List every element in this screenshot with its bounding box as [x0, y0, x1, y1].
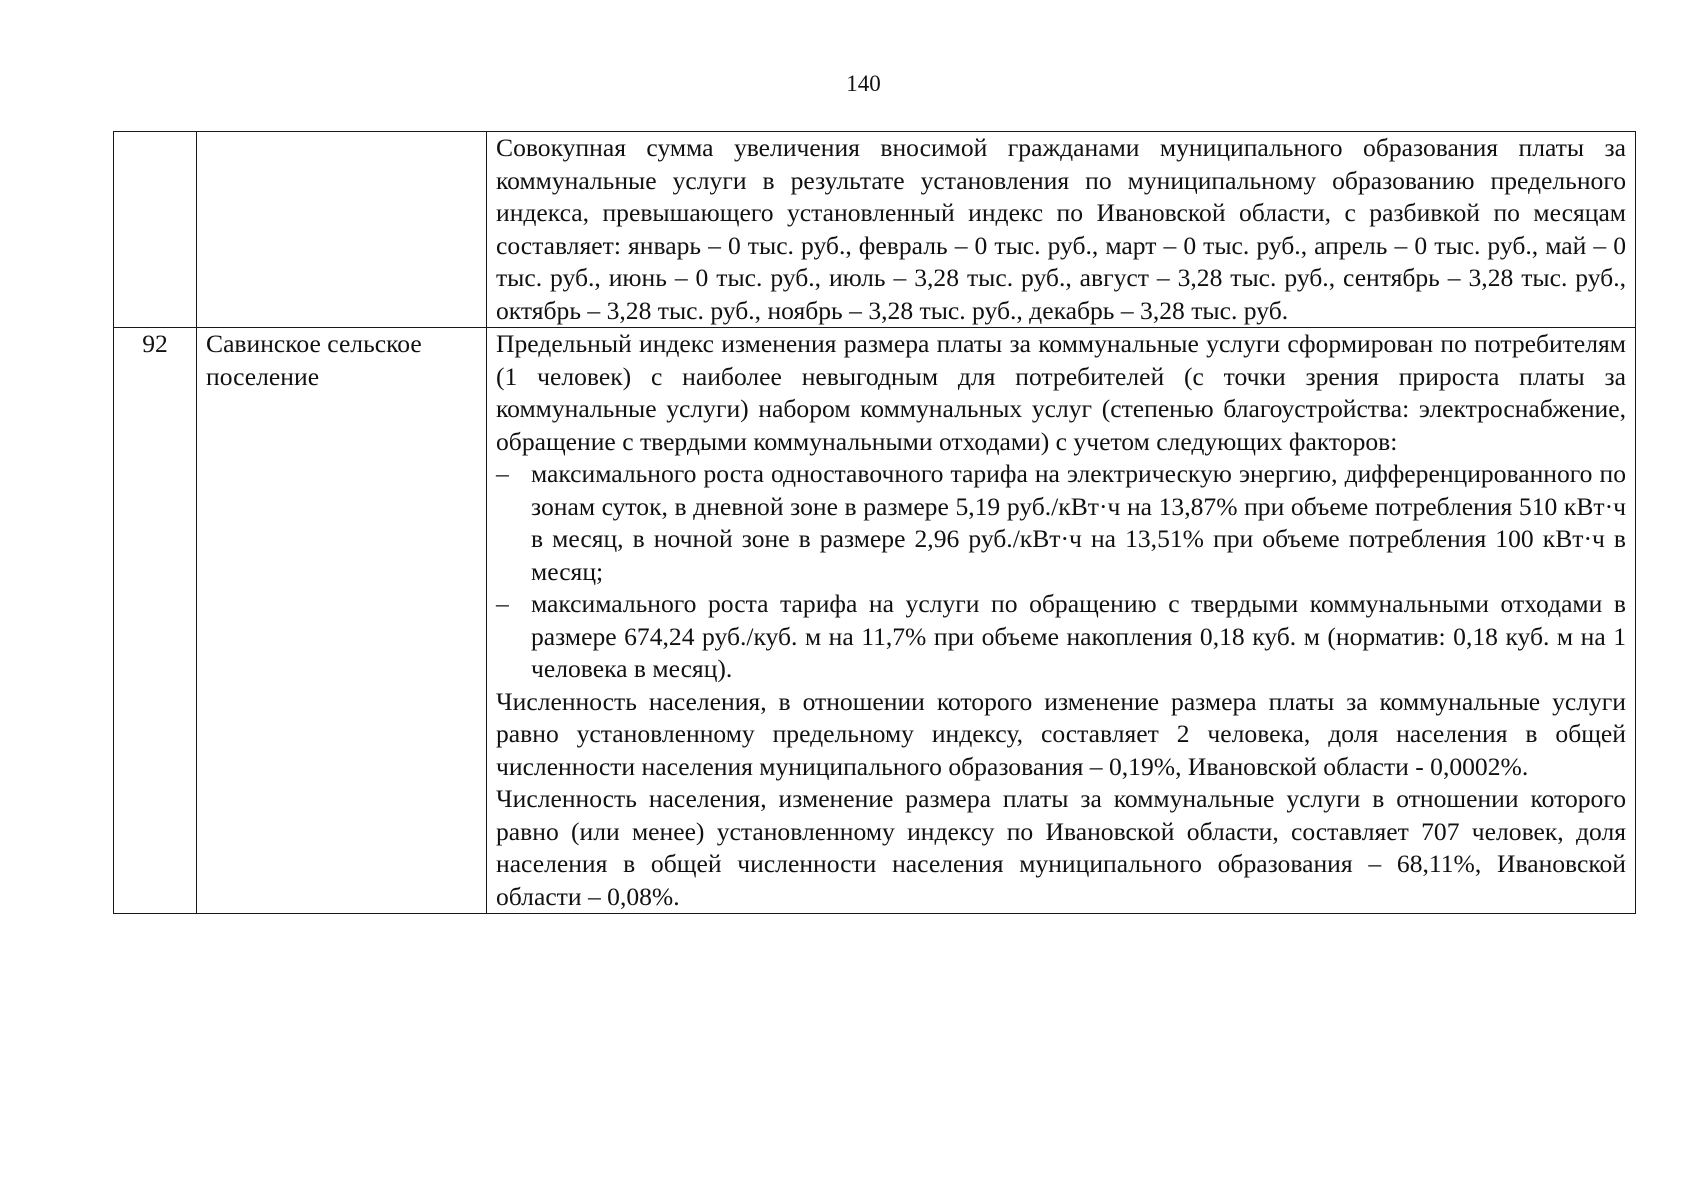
list-item: [496, 458, 1626, 588]
index-intro-paragraph: Предельный индекс изменения размера платы за коммунальные услуги сформирован по потребителям (1 человек) с наиболее невыгодным для потребителей (с точки зрения прироста платы за коммунальные услуги) набором коммунальных услуг (степенью благоустройства: электроснабжение, обращение с твердыми коммунальными отходами) с учетом следующих факторов:: [496, 329, 1626, 456]
page-number: 140: [846, 71, 881, 96]
description-cell: [487, 132, 1636, 328]
municipality-name-cell: Савинское сельское поселение: [197, 328, 487, 914]
row-number-cell: 92: [114, 328, 197, 914]
bullet-dash: –: [496, 589, 509, 618]
factor-electricity-text: максимального роста одноставочного тарифа на электрическую энергию, дифференцированного по зонам суток, в дневной зоне в размере 5,19 руб./кВт·ч на 13,87% при объеме потребления 510 кВт·ч в месяц, в ночной зоне в размере 2,96 руб./кВт·ч на 13,51% при объеме потребления 100 кВт·ч в месяц;: [531, 459, 1626, 586]
description-cell: [487, 328, 1636, 914]
row-number-cell: [114, 132, 197, 328]
table-row: [114, 132, 1636, 328]
tariff-index-table: [113, 131, 1636, 914]
municipality-name-cell: [197, 132, 487, 328]
population-less-paragraph: Численность населения, изменение размера платы за коммунальные услуги в отношении которого равно (или менее) установленному индексу по Ивановской области, составляет 707 человек, доля населения в общей численности населения муниципального образования – 68,11%, Ивановской области – 0,08%.: [496, 784, 1626, 911]
factor-waste-text: максимального роста тарифа на услуги по обращению с твердыми коммунальными отходами в размере 674,24 руб./куб. м на 11,7% при объеме накопления 0,18 куб. м (норматив: 0,18 куб. м на 1 человека в месяц).: [531, 589, 1626, 683]
table-row: [114, 328, 1636, 914]
factor-list: [496, 458, 1626, 686]
bullet-dash: –: [496, 459, 509, 488]
total-increase-paragraph: Совокупная сумма увеличения вносимой гражданами муниципального образования платы за коммунальные услуги в результате установления по муниципальному образованию предельного индекса, превышающего установленный индекс по Ивановской области, с разбивкой по месяцам составляет: январь – 0 тыс. руб., февраль – 0 тыс. руб., март – 0 тыс. руб., апрель – 0 тыс. руб., май – 0 тыс. руб., июнь – 0 тыс. руб., июль – 3,28 тыс. руб., август – 3,28 тыс. руб., сентябрь – 3,28 тыс. руб., октябрь – 3,28 тыс. руб., ноябрь – 3,28 тыс. руб., декабрь – 3,28 тыс. руб.: [496, 133, 1626, 325]
population-equal-paragraph: Численность населения, в отношении которого изменение размера платы за коммунальные услуги равно установленному предельному индексу, составляет 2 человека, доля населения в общей численности населения муниципального образования – 0,19%, Ивановской области - 0,0002%.: [496, 686, 1626, 781]
list-item: [496, 588, 1626, 686]
